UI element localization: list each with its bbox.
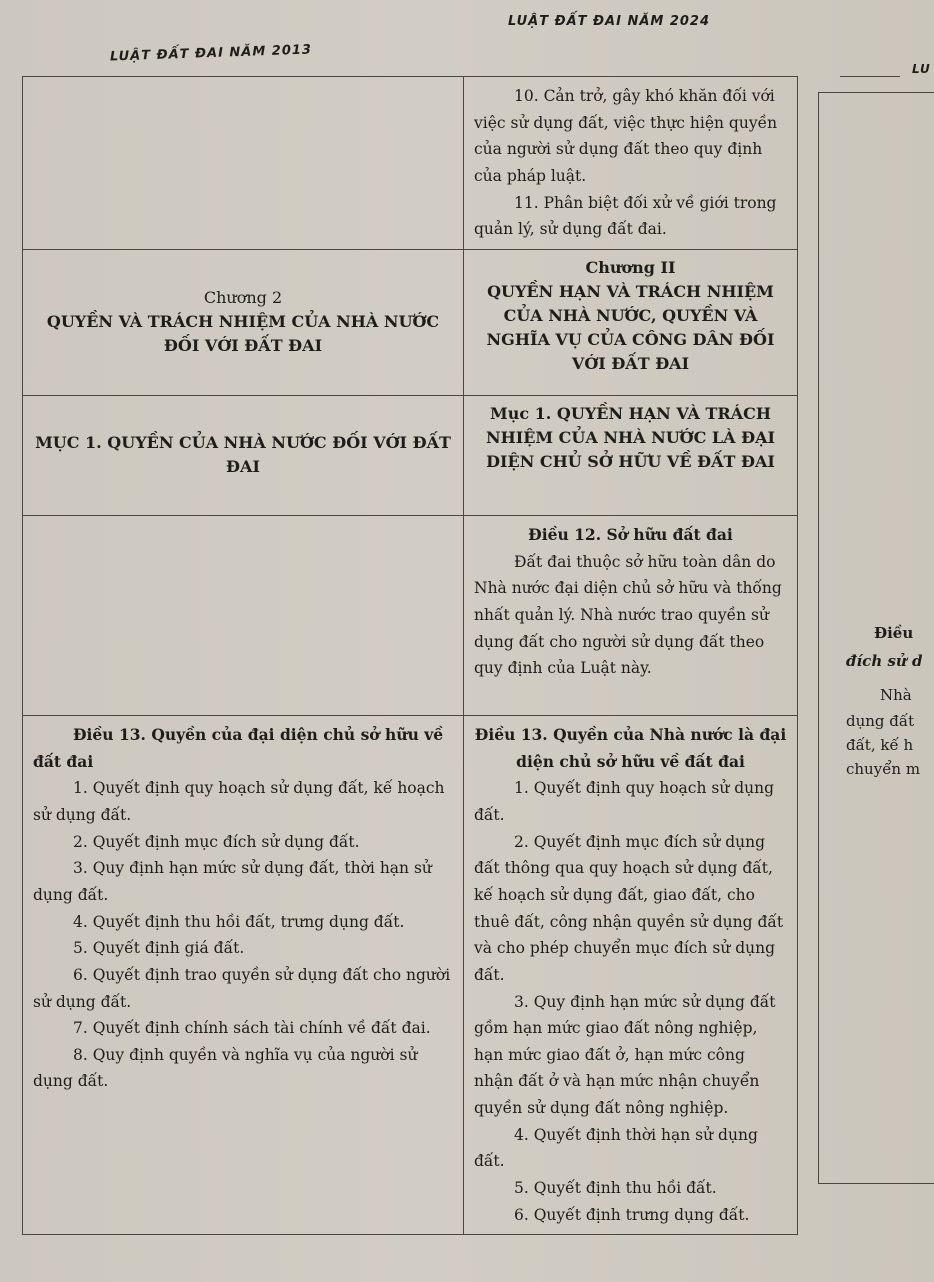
right-cell	[464, 515, 798, 715]
table-row	[23, 715, 798, 1234]
next-page-line: dụng đất	[846, 712, 915, 730]
right-cell	[464, 249, 798, 395]
left-cell	[23, 715, 464, 1234]
chapter-label-right: Chương II	[585, 257, 676, 277]
chapter-title-right: QUYỀN HẠN VÀ TRÁCH NHIỆM CỦA NHÀ NƯỚC, QUYỀN VÀ NGHĨA VỤ CỦA CÔNG DÂN ĐỐI VỚI ĐẤT ĐAI	[486, 281, 775, 373]
next-page-line: chuyển m	[846, 760, 921, 778]
next-page-line: Điều	[874, 624, 914, 642]
header-law-2013: LUẬT ĐẤT ĐAI NĂM 2013	[109, 42, 313, 65]
right-item-2: 2. Quyết định mục đích sử dụng đất thông qua quy hoạch sử dụng đất, kế hoạch sử dụng đất, giao đất, cho thuê đất, công nhận quyền sử dụng đất và cho phép chuyển mục đích sử dụng đất.	[474, 832, 784, 984]
left-item-3: 3. Quy định hạn mức sử dụng đất, thời hạn sử dụng đất.	[33, 859, 432, 904]
clause-10: 10. Cản trở, gây khó khăn đối với việc sử dụng đất, việc thực hiện quyền của người sử dụng đất theo quy định của pháp luật.	[474, 87, 778, 185]
next-page-rule	[840, 76, 900, 77]
article-13-title-left: Điều 13. Quyền của đại diện chủ sở hữu về đất đai	[33, 724, 444, 771]
right-cell	[464, 715, 798, 1234]
table-row	[23, 395, 798, 515]
right-item-5: 5. Quyết định thu hồi đất.	[514, 1179, 717, 1198]
article-12-title: Điều 12. Sở hữu đất đai	[528, 524, 733, 544]
right-item-6: 6. Quyết định trưng dụng đất.	[514, 1205, 750, 1224]
clause-11: 11. Phân biệt đối xử về giới trong quản lý, sử dụng đất đai.	[474, 193, 777, 239]
left-item-5: 5. Quyết định giá đất.	[73, 939, 245, 958]
left-cell-empty	[23, 77, 464, 250]
right-item-4: 4. Quyết định thời hạn sử dụng đất.	[474, 1125, 758, 1171]
section-title-right: Mục 1. QUYỀN HẠN VÀ TRÁCH NHIỆM CỦA NHÀ NƯỚC LÀ ĐẠI DIỆN CHỦ SỞ HỮU VỀ ĐẤT ĐAI	[485, 403, 776, 471]
table-row	[23, 77, 798, 250]
right-cell	[464, 77, 798, 250]
header-law-2024: LUẬT ĐẤT ĐAI NĂM 2024	[508, 14, 711, 29]
next-page-line: đích sử d	[846, 652, 923, 670]
section-title-left: MỤC 1. QUYỀN CỦA NHÀ NƯỚC ĐỐI VỚI ĐẤT ĐAI	[35, 433, 451, 477]
right-item-3: 3. Quy định hạn mức sử dụng đất gồm hạn mức giao đất nông nghiệp, hạn mức giao đất ở, hạn mức công nhận đất ở và hạn mức nhận chuyển quyền sử dụng đất nông nghiệp.	[474, 992, 776, 1118]
left-item-1: 1. Quyết định quy hoạch sử dụng đất, kế hoạch sử dụng đất.	[33, 779, 445, 824]
left-cell-empty	[23, 515, 464, 715]
left-cell	[23, 249, 464, 395]
article-12-text: Đất đai thuộc sở hữu toàn dân do Nhà nước đại diện chủ sở hữu và thống nhất quản lý. Nhà nước trao quyền sử dụng đất cho người sử dụng đất theo quy định của Luật này.	[474, 552, 782, 678]
right-item-1: 1. Quyết định quy hoạch sử dụng đất.	[474, 779, 775, 824]
left-cell	[23, 395, 464, 515]
next-page-line: đất, kế h	[846, 736, 914, 754]
article-13-title-right: Điều 13. Quyền của Nhà nước là đại diện chủ sở hữu về đất đai	[474, 724, 787, 771]
chapter-label-left: Chương 2	[203, 288, 283, 308]
left-item-4: 4. Quyết định thu hồi đất, trưng dụng đất.	[73, 912, 405, 931]
comparison-table	[22, 76, 798, 1235]
left-item-6: 6. Quyết định trao quyền sử dụng đất cho người sử dụng đất.	[33, 965, 451, 1011]
chapter-title-left: QUYỀN VÀ TRÁCH NHIỆM CỦA NHÀ NƯỚC ĐỐI VỚI ĐẤT ĐAI	[46, 312, 440, 356]
left-item-2: 2. Quyết định mục đích sử dụng đất.	[73, 832, 360, 851]
left-item-7: 7. Quyết định chính sách tài chính về đất đai.	[73, 1019, 431, 1038]
header-next-page: LU	[912, 62, 931, 76]
table-row	[23, 515, 798, 715]
right-cell	[464, 395, 798, 515]
next-page-line: Nhà	[880, 686, 912, 704]
left-item-8: 8. Quy định quyền và nghĩa vụ của người sử dụng đất.	[33, 1045, 418, 1091]
table-row	[23, 249, 798, 395]
